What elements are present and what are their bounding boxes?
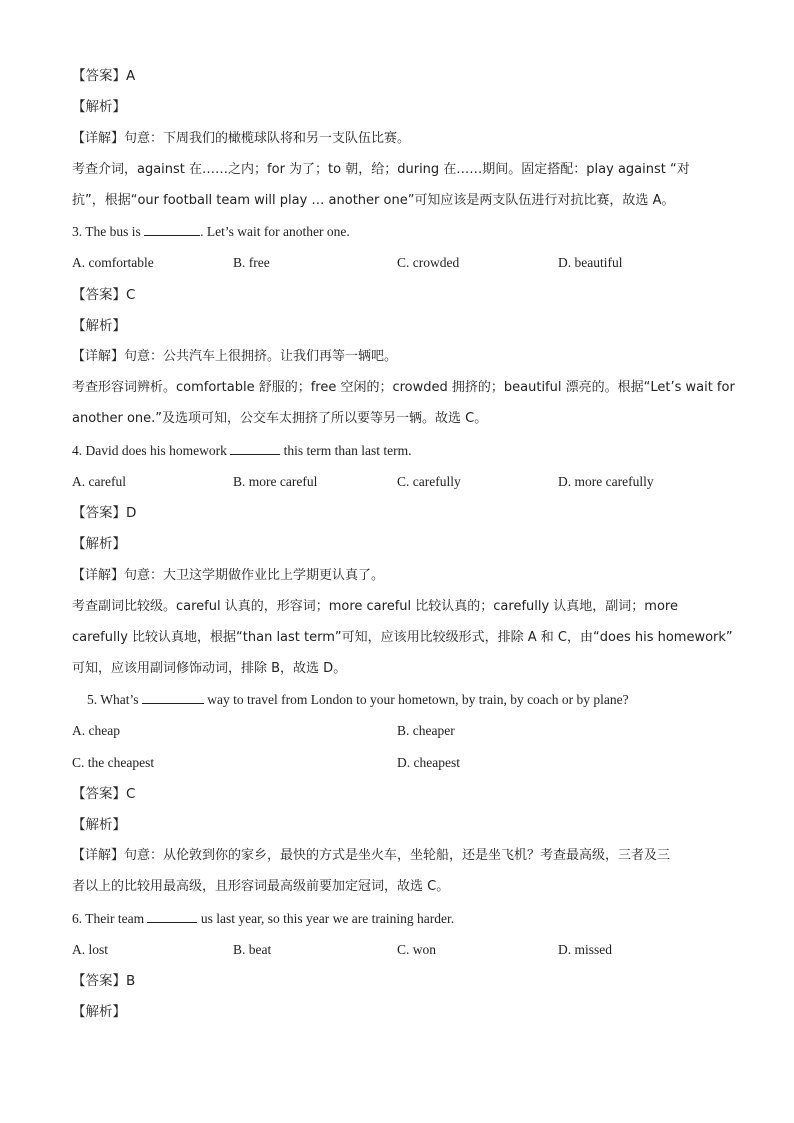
- detail-line: 【详解】句意：从伦敦到你的家乡，最快的方式是坐火车，坐轮船，还是坐飞机？考查最高级，三者及三: [72, 848, 671, 863]
- option-b: B. free: [233, 255, 270, 270]
- option-a: A. careful: [72, 474, 126, 489]
- question-6: [72, 909, 454, 929]
- analysis-label: 【解析】: [72, 817, 126, 833]
- analysis-label: 【解析】: [72, 99, 126, 115]
- answer-line: 【答案】D: [72, 505, 137, 521]
- question-text: 6. Their team: [72, 911, 148, 926]
- answer-line: 【答案】C: [72, 287, 136, 303]
- answer-line: 【答案】C: [72, 786, 136, 802]
- explanation-line: 考查形容词辨析。comfortable 舒服的；free 空闲的；crowded 拥挤的；beautiful 漂亮的。根据“Let’s wait for: [72, 380, 735, 395]
- question-text: way to travel from London to your hometown, by train, by coach or by plane?: [203, 692, 629, 707]
- option-d: D. missed: [558, 942, 612, 957]
- option-a: A. comfortable: [72, 255, 154, 270]
- answer-blank: [147, 909, 197, 923]
- option-c: C. the cheapest: [72, 755, 155, 770]
- explanation-line: carefully 比较认真地，根据“than last term”可知，应该用比较级形式，排除 A 和 C，由“does his homework”: [72, 630, 733, 645]
- analysis-label: 【解析】: [72, 318, 126, 334]
- explanation-line: another one.”及选项可知，公交车太拥挤了所以要等另一辆。故选 C。: [72, 411, 488, 426]
- detail-line: 者以上的比较用最高级，且形容词最高级前要加定冠词，故选 C。: [72, 879, 450, 894]
- question-text: 4. David does his homework: [72, 443, 231, 458]
- option-d: D. beautiful: [558, 255, 623, 270]
- question-text: 3. The bus is: [72, 224, 145, 239]
- option-a: A. cheap: [72, 723, 120, 738]
- detail-line: 【详解】句意：大卫这学期做作业比上学期更认真了。: [72, 568, 385, 583]
- question-text: 5. What’s: [87, 692, 142, 707]
- explanation-line: 考查介词，against 在……之内；for 为了；to 朝，给；during 在……期间。固定搭配：play against “对: [72, 162, 690, 177]
- detail-line: 【详解】句意：公共汽车上很拥挤。让我们再等一辆吧。: [72, 349, 398, 364]
- option-d: D. more carefully: [558, 474, 654, 489]
- question-4: [72, 441, 411, 461]
- explanation-line: 考查副词比较级。careful 认真的，形容词；more careful 比较认真的；carefully 认真地，副词；more: [72, 599, 678, 614]
- analysis-label: 【解析】: [72, 536, 126, 552]
- option-b: B. beat: [233, 942, 272, 957]
- question-text: . Let’s wait for another one.: [200, 224, 350, 239]
- option-c: C. crowded: [397, 255, 460, 270]
- question-text: this term than last term.: [280, 443, 412, 458]
- analysis-label: 【解析】: [72, 1004, 126, 1020]
- answer-line: 【答案】A: [72, 68, 136, 84]
- option-a: A. lost: [72, 942, 109, 957]
- question-5: [87, 690, 629, 710]
- question-text: us last year, so this year we are training harder.: [197, 911, 455, 926]
- question-3: [72, 222, 350, 242]
- answer-blank: [142, 690, 204, 704]
- answer-blank: [230, 441, 280, 455]
- option-c: C. carefully: [397, 474, 461, 489]
- option-b: B. more careful: [233, 474, 318, 489]
- explanation-line: 抗”，根据“our football team will play … another one”可知应该是两支队伍进行对抗比赛，故选 A。: [72, 193, 675, 208]
- answer-line: 【答案】B: [72, 973, 136, 989]
- option-b: B. cheaper: [397, 723, 455, 738]
- explanation-line: 可知，应该用副词修饰动词，排除 B，故选 D。: [72, 661, 347, 676]
- option-d: D. cheapest: [397, 755, 460, 770]
- detail-line: 【详解】句意：下周我们的橄榄球队将和另一支队伍比赛。: [72, 131, 411, 146]
- answer-blank: [144, 222, 200, 236]
- option-c: C. won: [397, 942, 437, 957]
